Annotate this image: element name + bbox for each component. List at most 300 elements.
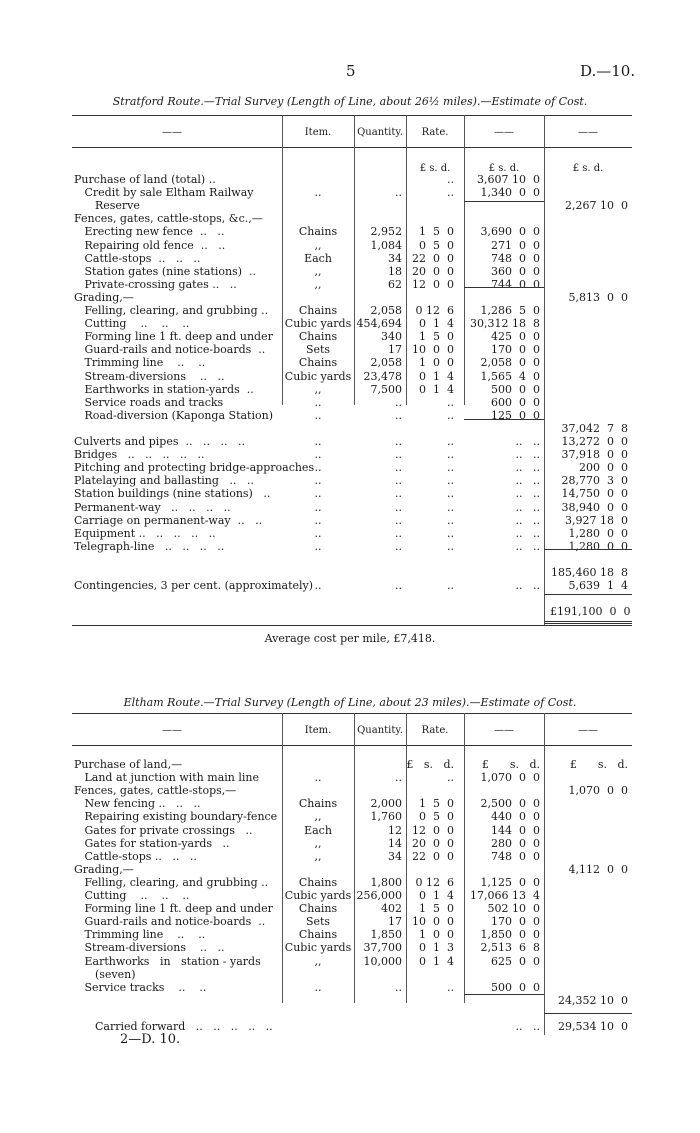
- cell-qty: ..: [395, 579, 402, 593]
- cell-qty: 34: [388, 849, 402, 863]
- cell-a1: 1,125 0 0: [480, 875, 540, 889]
- cell-item: ..: [314, 448, 322, 462]
- cell-item: Sets: [305, 343, 331, 357]
- cell-item: Sets: [305, 915, 331, 929]
- cell-qty: 2,952: [370, 225, 402, 239]
- cell-a1: 500 0 0: [491, 980, 540, 994]
- cell-desc: Trimming line .. ..: [74, 928, 206, 942]
- cell-a2: 5,813 0 0: [568, 290, 628, 304]
- cell-item: Cubic yards: [284, 941, 352, 955]
- cell-qty: 1,800: [370, 875, 402, 889]
- amount-currency: £ s. d.: [488, 163, 520, 174]
- cell-rate: ..: [447, 408, 454, 422]
- table-row: [72, 995, 632, 1007]
- cell-qty: ..: [395, 487, 402, 501]
- table-row: [72, 475, 632, 487]
- header-blank-3: ——: [578, 127, 598, 138]
- cell-qty: 37,700: [363, 941, 402, 955]
- cell-qty: ..: [395, 500, 402, 514]
- cell-a1: 3,607 10 0: [477, 173, 540, 186]
- cell-desc: Earthworks in station - yards: [74, 954, 261, 968]
- cell-desc: Platelaying and ballasting .. ..: [74, 474, 254, 488]
- cell-a1: 2,513 6 8: [480, 941, 540, 955]
- cell-qty: 7,500: [370, 382, 402, 396]
- cell-a2: 4,112 0 0: [568, 862, 628, 876]
- cell-qty: ..: [395, 539, 402, 553]
- cell-a2: 29,534 10 0: [558, 1020, 628, 1033]
- document-code: D.—10.: [580, 62, 636, 80]
- table-row: [72, 969, 632, 981]
- header-blank-2: ——: [494, 127, 514, 138]
- table-row: [72, 838, 632, 850]
- cell-a2: 14,750 0 0: [561, 487, 628, 501]
- cell-qty: 1,850: [370, 928, 402, 942]
- cell-rate: ..: [447, 539, 454, 553]
- table-row: [72, 253, 632, 265]
- cell-a1: 744 0 0: [491, 277, 540, 291]
- cell-item: Cubic yards: [284, 317, 352, 331]
- cell-desc: Felling, clearing, and grubbing ..: [74, 304, 269, 317]
- table-row: [72, 528, 632, 540]
- cell-a1: 1,340 0 0: [480, 186, 540, 200]
- header-rate: Rate.: [421, 127, 449, 138]
- cell-a1: 170 0 0: [491, 915, 540, 929]
- cell-desc: Forming line 1 ft. deep and under: [74, 330, 273, 344]
- cell-rate: ..: [447, 448, 454, 462]
- cell-qty: ..: [395, 448, 402, 462]
- cell-a2: 1,280 0 0: [568, 539, 628, 553]
- cell-desc: (seven): [74, 967, 136, 981]
- table-row: [72, 515, 632, 527]
- cell-item: ,,: [314, 277, 322, 291]
- table-row: [72, 982, 632, 994]
- cell-item: ,,: [314, 836, 322, 850]
- cell-a1: 1,070 0 0: [480, 771, 540, 785]
- cell-a1: 1,850 0 0: [480, 928, 540, 942]
- cell-a1: 17,066 13 4: [470, 889, 540, 902]
- cell-a1: 500 0 0: [491, 382, 540, 396]
- cell-desc: Service tracks .. ..: [74, 980, 207, 994]
- cell-desc: Culverts and pipes .. .. .. ..: [74, 435, 245, 448]
- cell-rate: 0 1 4: [419, 369, 454, 383]
- cell-qty: 2,000: [370, 797, 402, 811]
- cell-a1: £ s. d.: [481, 758, 540, 771]
- cell-rate: ..: [447, 980, 454, 994]
- table-row: [72, 279, 632, 291]
- cell-desc: Erecting new fence .. ..: [74, 225, 225, 239]
- cell-item: ..: [314, 526, 322, 540]
- cell-qty: ..: [395, 513, 402, 527]
- table-row: [72, 200, 632, 212]
- table2-title: Eltham Route.—Trial Survey (Length of Line, about 23 miles).—Estimate of Cost.: [123, 696, 577, 709]
- table-row: [72, 357, 632, 369]
- header-item: Item.: [304, 725, 332, 736]
- table1: [72, 115, 632, 627]
- table-row: [72, 502, 632, 514]
- cell-rate: ..: [447, 186, 454, 200]
- cell-qty: ..: [395, 395, 402, 409]
- table-row: [72, 890, 632, 902]
- rate-currency: £ s. d.: [419, 163, 451, 174]
- table-row: [72, 554, 632, 566]
- cell-a1: .. ..: [515, 1020, 540, 1033]
- cell-item: ,,: [314, 849, 322, 863]
- table2: [72, 713, 632, 1041]
- cell-item: ..: [314, 579, 322, 593]
- table-row: [72, 606, 632, 618]
- cell-desc: Cutting .. .. ..: [74, 889, 190, 902]
- cell-desc: Contingencies, 3 per cent. (approximately): [74, 579, 314, 593]
- cell-rate: 1 0 0: [419, 928, 454, 942]
- cell-rate: 0 1 4: [419, 954, 454, 968]
- cell-desc: Equipment .. .. .. .. ..: [74, 526, 216, 540]
- table-row: [72, 851, 632, 863]
- header-quantity: Quantity.: [357, 725, 403, 736]
- cell-desc: Carriage on permanent-way .. ..: [74, 513, 263, 527]
- cell-item: ..: [314, 500, 322, 514]
- cell-rate: 0 1 4: [419, 382, 454, 396]
- cell-a1: .. ..: [515, 513, 540, 527]
- table-row: [72, 397, 632, 409]
- table-row: [72, 877, 632, 889]
- cell-desc: Grading,—: [74, 290, 134, 304]
- cell-qty: 62: [388, 277, 402, 291]
- cell-item: ,,: [314, 238, 322, 252]
- cell-qty: 2,058: [370, 356, 402, 370]
- cell-a1: 280 0 0: [491, 836, 540, 850]
- cell-item: ..: [314, 771, 322, 785]
- table-row: [72, 384, 632, 396]
- cell-a1: 170 0 0: [491, 343, 540, 357]
- cell-desc: New fencing .. .. ..: [74, 797, 201, 811]
- cell-a1: 144 0 0: [491, 823, 540, 837]
- cell-a1: 440 0 0: [491, 810, 540, 824]
- cell-a1: 425 0 0: [491, 330, 540, 344]
- table-row: [72, 929, 632, 941]
- cell-qty: 1,084: [370, 238, 402, 252]
- cell-a2: 37,042 7 8: [561, 421, 628, 435]
- cell-item: Chains: [298, 797, 338, 811]
- cell-desc: Repairing old fence .. ..: [74, 238, 226, 252]
- cell-rate: 12 0 0: [412, 823, 454, 837]
- cell-desc: Stream-diversions .. ..: [74, 369, 225, 383]
- cell-desc: Grading,—: [74, 862, 134, 876]
- header-rate: Rate.: [421, 725, 449, 736]
- cell-a1: 1,286 5 0: [480, 304, 540, 317]
- cell-a1: 3,690 0 0: [480, 225, 540, 239]
- table-row: [72, 344, 632, 356]
- table-row: [72, 436, 632, 448]
- cell-a1: .. ..: [515, 539, 540, 553]
- header-blank-3: ——: [578, 725, 598, 736]
- cell-desc: Private-crossing gates .. ..: [74, 277, 237, 291]
- cell-desc: Stream-diversions .. ..: [74, 941, 225, 955]
- cell-a1: 748 0 0: [491, 251, 540, 265]
- cell-rate: ..: [447, 579, 454, 593]
- cell-item: Cubic yards: [284, 369, 352, 383]
- table-row: [72, 462, 632, 474]
- cell-rate: 0 12 6: [415, 304, 454, 317]
- cell-desc: Bridges .. .. .. .. ..: [74, 448, 205, 462]
- table-row: [72, 567, 632, 579]
- cell-desc: Gates for station-yards ..: [74, 836, 230, 850]
- cell-qty: 2,058: [370, 304, 402, 317]
- cell-rate: ..: [447, 487, 454, 501]
- cell-desc: Forming line 1 ft. deep and under: [74, 902, 273, 916]
- cell-a1: .. ..: [515, 579, 540, 593]
- cell-item: ..: [314, 539, 322, 553]
- cell-a1: .. ..: [515, 526, 540, 540]
- cell-a1: .. ..: [515, 461, 540, 475]
- table-row: [72, 541, 632, 553]
- table-row: [72, 759, 632, 771]
- cell-a2: 37,918 0 0: [561, 448, 628, 462]
- cell-a1: .. ..: [515, 435, 540, 448]
- cell-qty: 34: [388, 251, 402, 265]
- table-row: [72, 266, 632, 278]
- cell-rate: 0 1 3: [419, 941, 454, 955]
- cell-item: Chains: [298, 356, 338, 370]
- table-row: [72, 226, 632, 238]
- cell-item: Chains: [298, 902, 338, 916]
- cell-desc: Service roads and tracks: [74, 395, 224, 409]
- cell-a2: 28,770 3 0: [561, 474, 628, 488]
- table-row: [72, 772, 632, 784]
- table-row: [72, 864, 632, 876]
- cell-desc: Felling, clearing, and grubbing ..: [74, 875, 269, 889]
- cell-item: ,,: [314, 382, 322, 396]
- cell-rate: 12 0 0: [412, 277, 454, 291]
- table-row: [72, 785, 632, 797]
- cell-item: ..: [314, 980, 322, 994]
- cell-qty: 454,694: [356, 317, 402, 331]
- cell-item: ..: [314, 513, 322, 527]
- table-row: [72, 305, 632, 317]
- cell-item: Chains: [298, 304, 338, 317]
- cell-a1: .. ..: [515, 487, 540, 501]
- header-blank-2: ——: [494, 725, 514, 736]
- cell-a1: 125 0 0: [491, 408, 540, 422]
- cell-a2: 38,940 0 0: [561, 500, 628, 514]
- cell-rate: ..: [447, 395, 454, 409]
- cell-desc: Credit by sale Eltham Railway: [74, 186, 254, 200]
- cell-qty: ..: [395, 474, 402, 488]
- table-row: [72, 916, 632, 928]
- table-row: [72, 903, 632, 915]
- cell-desc: Fences, gates, cattle-stops,—: [74, 784, 237, 798]
- cell-qty: 1,760: [370, 810, 402, 824]
- cell-qty: 17: [388, 343, 402, 357]
- cell-rate: ..: [447, 526, 454, 540]
- table-row: [72, 371, 632, 383]
- cell-qty: 12: [388, 823, 402, 837]
- cell-rate: ..: [447, 513, 454, 527]
- table-row: [72, 174, 632, 186]
- cell-rate: £ s. d.: [406, 758, 454, 771]
- table-row: [72, 187, 632, 199]
- table-row: [72, 318, 632, 330]
- cell-rate: 1 5 0: [419, 225, 454, 239]
- cell-qty: 340: [381, 330, 402, 344]
- header-quantity: Quantity.: [357, 127, 403, 138]
- table-row: [72, 292, 632, 304]
- table-row: [72, 331, 632, 343]
- cell-item: Chains: [298, 330, 338, 344]
- cell-desc: Carried forward .. .. .. .. ..: [74, 1020, 273, 1033]
- cell-qty: ..: [395, 435, 402, 448]
- table-row: [72, 213, 632, 225]
- cell-rate: 0 1 4: [419, 889, 454, 902]
- cell-desc: Pitching and protecting bridge-approaches: [74, 461, 315, 475]
- cell-qty: ..: [395, 771, 402, 785]
- cell-rate: ..: [447, 771, 454, 785]
- cell-item: Chains: [298, 875, 338, 889]
- cell-a2: 5,639 1 4: [568, 579, 628, 593]
- cell-item: Chains: [298, 928, 338, 942]
- cell-rate: 0 12 6: [415, 875, 454, 889]
- table-row: [72, 798, 632, 810]
- cell-rate: 10 0 0: [412, 343, 454, 357]
- cell-desc: Trimming line .. ..: [74, 356, 206, 370]
- cell-rate: 1 5 0: [419, 330, 454, 344]
- cell-qty: ..: [395, 980, 402, 994]
- cell-desc: Station gates (nine stations) ..: [74, 264, 256, 278]
- cell-rate: ..: [447, 435, 454, 448]
- cell-rate: ..: [447, 500, 454, 514]
- cell-a1: 625 0 0: [491, 954, 540, 968]
- cell-a2: 24,352 10 0: [558, 993, 628, 1007]
- cell-a1: 1,565 4 0: [480, 369, 540, 383]
- cell-a2: £191,100 0 0: [550, 605, 631, 619]
- cell-qty: 402: [381, 902, 402, 916]
- cell-desc: Reserve: [74, 199, 140, 213]
- cell-a1: 2,058 0 0: [480, 356, 540, 370]
- cell-a2: 185,460 18 8: [551, 566, 628, 579]
- cell-item: ..: [314, 487, 322, 501]
- cell-qty: 14: [388, 836, 402, 850]
- table-row: [72, 825, 632, 837]
- cell-qty: 18: [388, 264, 402, 278]
- cell-desc: Land at junction with main line: [74, 771, 259, 785]
- table-row: [72, 956, 632, 968]
- cell-a2: 3,927 18 0: [565, 513, 628, 527]
- cell-rate: 0 1 4: [419, 317, 454, 331]
- cell-a2: 2,267 10 0: [565, 199, 628, 213]
- cell-item: ,,: [314, 264, 322, 278]
- cell-item: ,,: [314, 954, 322, 968]
- header-blank-1: ——: [162, 725, 182, 736]
- cell-a1: .. ..: [515, 448, 540, 462]
- cell-item: Each: [304, 823, 332, 837]
- cell-rate: 20 0 0: [412, 264, 454, 278]
- table-row: [72, 580, 632, 592]
- cell-desc: Telegraph-line .. .. .. ..: [74, 539, 225, 553]
- cell-qty: 256,000: [356, 889, 402, 902]
- cell-qty: ..: [395, 526, 402, 540]
- cell-rate: ..: [447, 474, 454, 488]
- cell-item: ..: [314, 395, 322, 409]
- footer-signature: 2—D. 10.: [120, 1032, 181, 1047]
- cell-item: ..: [314, 408, 322, 422]
- cell-a1: .. ..: [515, 500, 540, 514]
- page-number: 5: [346, 62, 356, 80]
- cell-item: Each: [304, 251, 332, 265]
- cell-a1: 748 0 0: [491, 849, 540, 863]
- cell-rate: 22 0 0: [412, 251, 454, 265]
- cell-item: ..: [314, 435, 322, 448]
- cell-desc: Guard-rails and notice-boards ..: [74, 915, 266, 929]
- cell-a2: 1,070 0 0: [568, 784, 628, 798]
- cell-desc: Permanent-way .. .. .. ..: [74, 500, 231, 514]
- table-row: [72, 410, 632, 422]
- table-row: [72, 240, 632, 252]
- table-row: [72, 942, 632, 954]
- cell-qty: 17: [388, 915, 402, 929]
- total-currency: £ s. d.: [572, 163, 604, 174]
- cell-desc: Guard-rails and notice-boards ..: [74, 343, 266, 357]
- cell-a1: .. ..: [515, 474, 540, 488]
- cell-a1: 2,500 0 0: [480, 797, 540, 811]
- cell-desc: Cutting .. .. ..: [74, 317, 190, 331]
- cell-item: ,,: [314, 810, 322, 824]
- table1-title: Stratford Route.—Trial Survey (Length of Line, about 26½ miles).—Estimate of Cost.: [112, 95, 588, 108]
- cell-a1: 502 10 0: [487, 902, 540, 916]
- cell-rate: 0 5 0: [419, 238, 454, 252]
- cell-a2: 13,272 0 0: [561, 435, 628, 448]
- cell-rate: 22 0 0: [412, 849, 454, 863]
- cell-desc: Cattle-stops .. .. ..: [74, 251, 201, 265]
- cell-rate: ..: [447, 461, 454, 475]
- cell-qty: ..: [395, 408, 402, 422]
- cell-rate: 1 5 0: [419, 902, 454, 916]
- cell-desc: Earthworks in station-yards ..: [74, 382, 254, 396]
- table-row: [72, 423, 632, 435]
- header-item: Item.: [304, 127, 332, 138]
- cell-desc: Fences, gates, cattle-stops, &c.,—: [74, 212, 263, 226]
- cell-item: Chains: [298, 225, 338, 239]
- cell-a1: 271 0 0: [491, 238, 540, 252]
- cell-desc: Purchase of land (total) ..: [74, 173, 216, 186]
- cell-a2: 200 0 0: [579, 461, 628, 475]
- cell-a2: 1,280 0 0: [568, 526, 628, 540]
- cell-desc: Purchase of land,—: [74, 758, 183, 771]
- cell-rate: 10 0 0: [412, 915, 454, 929]
- cell-item: ..: [314, 474, 322, 488]
- table-row: [72, 449, 632, 461]
- cell-qty: 23,478: [363, 369, 402, 383]
- cell-a2: £ s. d.: [569, 758, 628, 771]
- cell-a1: 600 0 0: [491, 395, 540, 409]
- cell-rate: 1 5 0: [419, 797, 454, 811]
- table-row: [72, 811, 632, 823]
- cell-rate: 1 0 0: [419, 356, 454, 370]
- cell-desc: Cattle-stops .. .. ..: [74, 849, 197, 863]
- cell-rate: ..: [447, 173, 454, 186]
- table-row: [72, 488, 632, 500]
- cell-item: ..: [314, 186, 322, 200]
- cell-qty: ..: [395, 186, 402, 200]
- cell-qty: ..: [395, 461, 402, 475]
- cell-item: Cubic yards: [284, 889, 352, 902]
- cell-desc: Gates for private crossings ..: [74, 823, 253, 837]
- cell-desc: Station buildings (nine stations) ..: [74, 487, 271, 501]
- cell-rate: 20 0 0: [412, 836, 454, 850]
- cell-item: ..: [314, 461, 322, 475]
- cell-rate: 0 5 0: [419, 810, 454, 824]
- cell-desc: Repairing existing boundary-fence: [74, 810, 278, 824]
- average-cost: Average cost per mile, £7,418.: [264, 632, 436, 645]
- cell-a1: 360 0 0: [491, 264, 540, 278]
